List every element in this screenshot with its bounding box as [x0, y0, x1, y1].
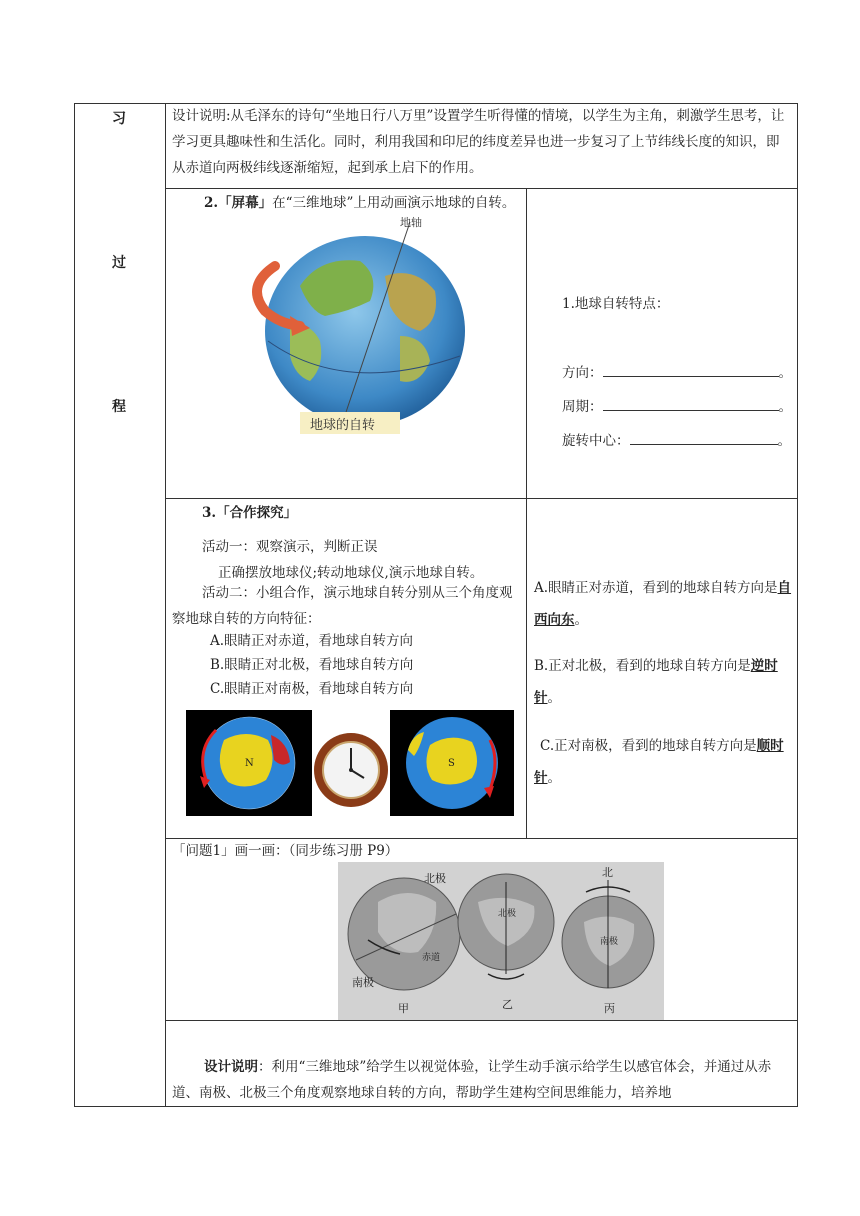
observe-a: A.眼睛正对赤道，看地球自转方向	[210, 633, 414, 649]
period-line	[562, 394, 792, 420]
answer-c-key: 顺时针	[534, 738, 784, 786]
direction-label: 方向：	[562, 365, 603, 381]
globe3-name: 丙	[604, 1002, 615, 1015]
globe1-south-label: 南极	[352, 976, 374, 989]
design-note-2	[172, 1054, 792, 1106]
earth-axis-label: 地轴	[400, 216, 422, 229]
center-line	[562, 428, 791, 454]
answer-c-end: 。	[547, 770, 561, 786]
table-divider-left	[165, 103, 166, 1107]
earth-rotation-image	[230, 216, 470, 436]
rotation-features-title: 1.地球自转特点：	[562, 296, 670, 312]
problem-1-title: 「问题1」画一画：（同步练习册 P9）	[172, 843, 399, 859]
period-end: 。	[778, 399, 792, 415]
answer-c	[534, 730, 792, 794]
screen-demo-num: 2.	[204, 195, 219, 211]
answer-b-end: 。	[547, 690, 561, 706]
answer-a	[534, 572, 792, 636]
globe3-pole-label: 南极	[600, 937, 619, 947]
screen-demo-title	[172, 190, 522, 216]
center-label: 旋转中心：	[562, 433, 630, 449]
globe1-equator-label: 赤道	[422, 953, 441, 963]
south-pole-globe-image	[390, 710, 514, 816]
period-blank[interactable]	[603, 396, 779, 411]
clock-image	[312, 720, 390, 816]
south-pole-label: S	[448, 758, 455, 769]
earth-rotation-caption: 地球的自转	[310, 418, 376, 433]
screen-demo-bracket: 「屏幕」	[218, 195, 273, 211]
observe-c: C.眼睛正对南极，看地球自转方向	[210, 681, 414, 697]
table-divider-mid-2	[526, 498, 527, 838]
globe1-north-label: 北极	[424, 872, 446, 885]
design-note-2-text: ：利用“三维地球”给学生以视觉体验，让学生动手演示给学生以感官体会，并通过从赤道、南极、北极三个角度观察地球自转的方向，帮助学生建构空间思维能力，培养地	[172, 1059, 772, 1101]
side-label-cheng: 程	[112, 399, 126, 415]
globe1-name: 甲	[398, 1002, 409, 1015]
activity-2: 活动二：小组合作，演示地球自转分别从三个角度观察地球自转的方向特征：	[172, 585, 513, 627]
direction-line	[562, 360, 792, 386]
globe3-north-label: 北	[602, 866, 613, 879]
answer-b-text: B.正对北极，看到的地球自转方向是	[534, 658, 751, 674]
screen-demo-rest: 在“三维地球”上用动画演示地球的自转。	[272, 195, 516, 211]
direction-blank[interactable]	[603, 362, 779, 377]
row-divider-4	[165, 1020, 798, 1021]
row-divider-1	[165, 188, 798, 189]
design-note-1: 设计说明:从毛泽东的诗句“坐地日行八万里”设置学生听得懂的情境，以学生为主角，刺激学生思考，让学习更具趣味性和生活化。同时，利用我国和印尼的纬度差异也进一步复习了上节纬线长度的知识，即从赤道向两极纬线逐渐缩短，起到承上启下的作用。	[172, 108, 785, 176]
cooperative-explore-title: 3.「合作探究」	[202, 505, 298, 521]
globe2-north-label: 北极	[498, 909, 517, 919]
answer-c-text: C.正对南极，看到的地球自转方向是	[540, 738, 757, 754]
activity-1: 活动一：观察演示，判断正误	[202, 539, 378, 555]
direction-end: 。	[778, 365, 792, 381]
period-label: 周期：	[562, 399, 603, 415]
answer-b-key: 逆时针	[534, 658, 778, 706]
activity-1-desc: 正确摆放地球仪;转动地球仪,演示地球自转。	[218, 565, 484, 581]
answer-a-key: 自西向东	[534, 580, 792, 628]
row-divider-2	[165, 498, 798, 499]
north-pole-label: N	[245, 758, 254, 769]
globe2-name: 乙	[502, 998, 513, 1011]
answer-a-text: A.眼睛正对赤道，看到的地球自转方向是	[534, 580, 778, 596]
north-pole-globe-image	[186, 710, 312, 816]
answer-a-end: 。	[574, 612, 588, 628]
design-note-2-label: 设计说明	[204, 1059, 258, 1075]
center-end: 。	[777, 433, 791, 449]
side-label-xi: 习	[112, 111, 126, 127]
side-label-guo: 过	[112, 255, 126, 271]
observe-b: B.眼睛正对北极，看地球自转方向	[210, 657, 414, 673]
globes-exercise-image	[338, 862, 664, 1020]
center-blank[interactable]	[630, 430, 778, 445]
table-divider-mid-1	[526, 188, 527, 498]
answer-b	[534, 650, 792, 714]
